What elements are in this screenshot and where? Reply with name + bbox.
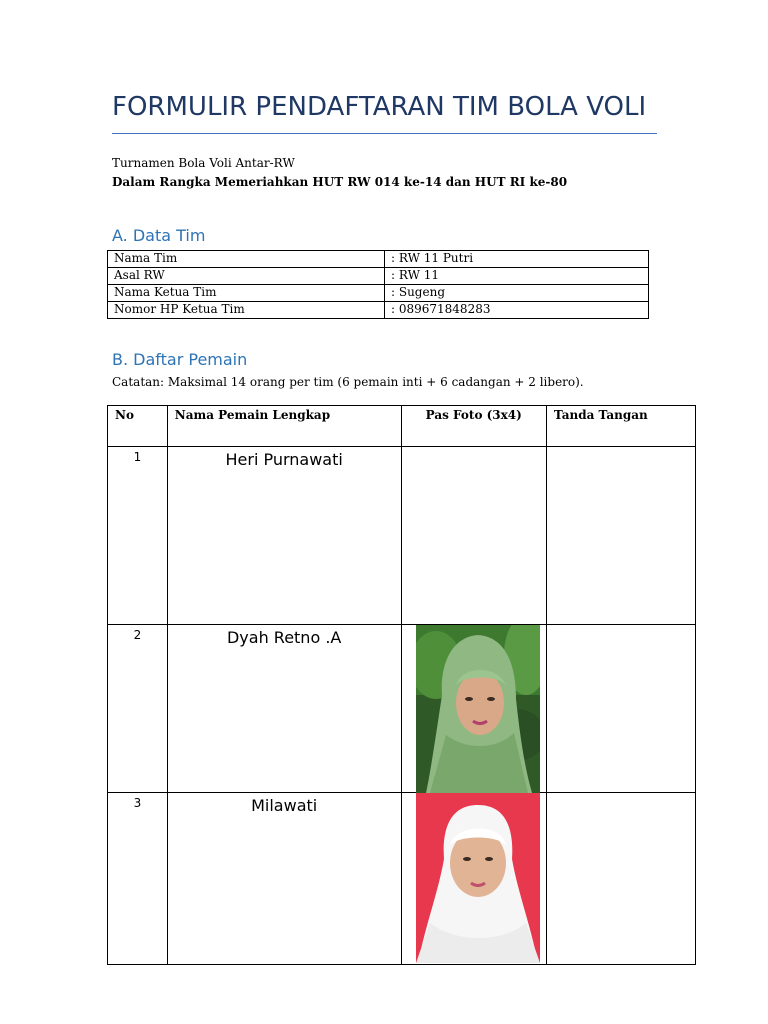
player-number-cell xyxy=(108,793,168,965)
signature-cell xyxy=(546,625,695,793)
player-name: Dyah Retno .A xyxy=(226,628,342,647)
table-row xyxy=(108,251,649,268)
player-number: 3 xyxy=(133,796,142,810)
player-name-cell xyxy=(167,625,401,793)
captain-name-value: : Sugeng xyxy=(385,285,649,302)
player-name-cell xyxy=(167,447,401,625)
player-photo-cell xyxy=(401,793,546,965)
column-header-name: Nama Pemain Lengkap xyxy=(167,406,401,447)
player-name-cell xyxy=(167,793,401,965)
captain-name-label: Nama Ketua Tim xyxy=(108,285,385,302)
team-data-table xyxy=(107,250,649,319)
player-number: 1 xyxy=(133,450,142,464)
player-number: 2 xyxy=(133,628,142,642)
player-number-cell xyxy=(108,447,168,625)
player-name: Milawati xyxy=(251,796,318,815)
table-row xyxy=(108,285,649,302)
section-b-heading: B. Daftar Pemain xyxy=(112,350,248,369)
player-photo-green-hijab xyxy=(416,625,540,793)
table-row xyxy=(108,793,696,965)
title-divider xyxy=(112,133,657,134)
signature-cell xyxy=(546,793,695,965)
signature-cell xyxy=(546,447,695,625)
rw-origin-value: : RW 11 xyxy=(385,268,649,285)
player-photo-white-hijab xyxy=(416,793,540,963)
captain-phone-label: Nomor HP Ketua Tim xyxy=(108,302,385,319)
player-name: Heri Purnawati xyxy=(225,450,343,469)
table-row xyxy=(108,302,649,319)
team-name-label: Nama Tim xyxy=(108,251,385,268)
table-header-row xyxy=(108,406,696,447)
event-subtitle: Dalam Rangka Memeriahkan HUT RW 014 ke-14 dan HUT RI ke-80 xyxy=(112,175,568,189)
column-header-signature: Tanda Tangan xyxy=(546,406,695,447)
captain-phone-value: : 089671848283 xyxy=(385,302,649,319)
player-photo-cell xyxy=(401,625,546,793)
tournament-subtitle: Turnamen Bola Voli Antar-RW xyxy=(112,156,295,170)
team-name-value: : RW 11 Putri xyxy=(385,251,649,268)
table-row xyxy=(108,268,649,285)
column-header-no: No xyxy=(108,406,168,447)
player-limit-note: Catatan: Maksimal 14 orang per tim (6 pemain inti + 6 cadangan + 2 libero). xyxy=(112,375,584,389)
player-photo-cell xyxy=(401,447,546,625)
table-row xyxy=(108,625,696,793)
section-a-heading: A. Data Tim xyxy=(112,226,206,245)
table-row xyxy=(108,447,696,625)
player-list-table xyxy=(107,405,696,965)
form-title: FORMULIR PENDAFTARAN TIM BOLA VOLI xyxy=(112,92,647,122)
player-number-cell xyxy=(108,625,168,793)
column-header-photo: Pas Foto (3x4) xyxy=(401,406,546,447)
rw-origin-label: Asal RW xyxy=(108,268,385,285)
